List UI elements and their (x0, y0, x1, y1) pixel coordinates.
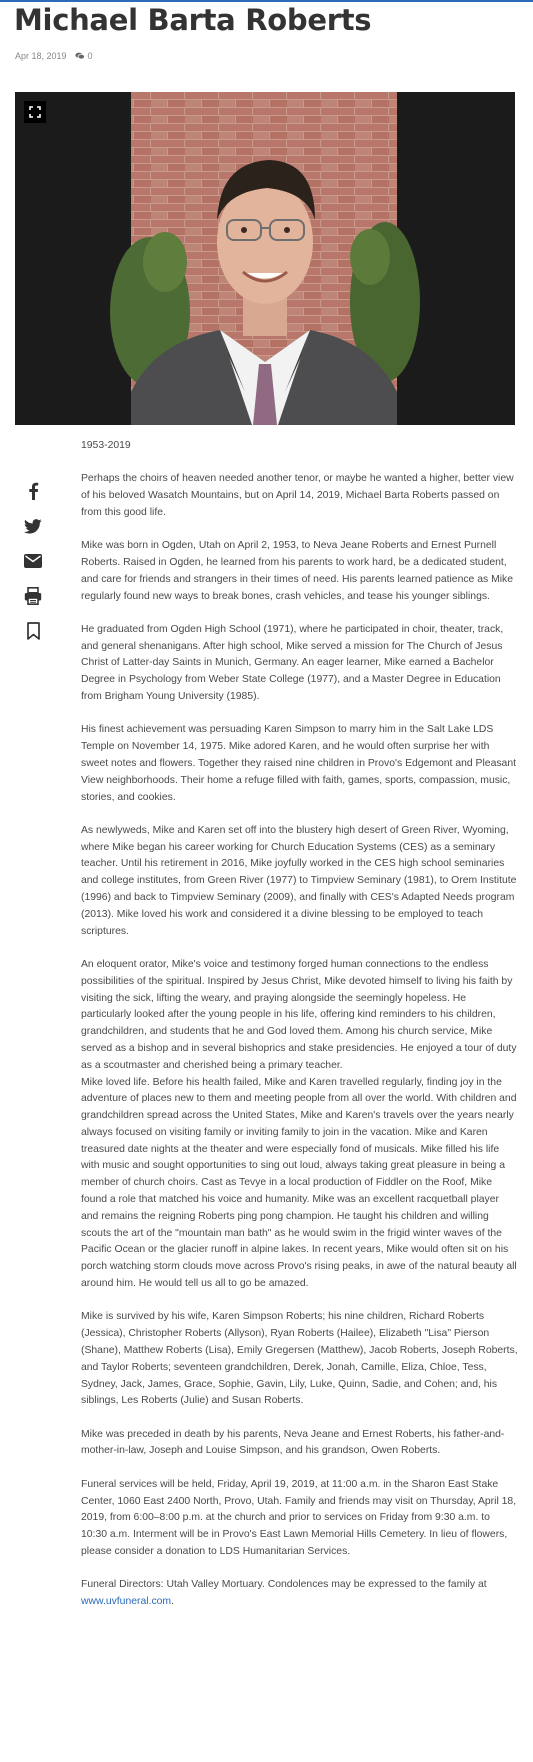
facebook-icon (27, 482, 39, 500)
paragraph: Perhaps the choirs of heaven needed another tenor, or maybe he wanted a higher, better view of his beloved Wasatch Mountains, but on April 14, 2019, Michael Barta Roberts passed on from this good life. (81, 473, 514, 518)
print-button[interactable] (22, 585, 44, 607)
life-years: 1953-2019 (81, 440, 131, 451)
bookmark-icon (27, 622, 40, 640)
mortuary-website-link[interactable]: www.uvfuneral.com (81, 1596, 172, 1608)
share-facebook-button[interactable] (22, 480, 44, 502)
twitter-icon (24, 519, 42, 534)
paragraph: Funeral services will be held, Friday, April 19, 2019, at 11:00 a.m. in the Sharon East Stake Center, 1060 East 2400 North, Provo, Utah. Family and friends may visit on Thursday, April 18, 2019, from 6:00–8:00 p.m. at the church and prior to services on Friday from 9:30 a.m. to 10:30 a.m. Interment will be in Provo's East Lawn Memorial Hills Cemetery. In lieu of flowers, please consider a donation to LDS Humanitarian Services. (81, 1478, 517, 1557)
article-meta (15, 51, 93, 61)
share-email-button[interactable] (22, 550, 44, 572)
print-icon (24, 587, 42, 605)
comment-count-link[interactable] (75, 51, 93, 61)
closing-end: . (171, 1596, 174, 1608)
comment-count: 0 (87, 51, 93, 61)
paragraph: His finest achievement was persuading Karen Simpson to marry him in the Salt Lake LDS Temple on November 14, 1975. Mike adored Karen, and he would often surprise her with sweet notes and flowers. Together they raised nine children in Provo's Edgemont and Pleasant View neighborhoods. Their home a refuge filled with faith, games, sports, compassion, music, stories, and cookies. (81, 724, 516, 803)
paragraph: As newlyweds, Mike and Karen set off into the blustery high desert of Green River, Wyoming, where Mike began his career working for Church Education Systems (CES) as a seminary teacher. Until his retirement in 2016, Mike joyfully worked in the CES high school seminaries and college institutes, from Green River (1977) to Timpview Seminary (1981), to Orem Institute (1996) and back to Timpview Seminary (2009), and finally with CES's Adapted Needs program (2013). Mike loved his work and considered it a divine blessing to be employed to teach scriptures. (81, 824, 517, 937)
paragraph: Mike was preceded in death by his parents, Neva Jeane and Ernest Roberts, his father-and-mother-in-law, Joseph and Louise Simpson, and his grandson, Owen Roberts. (81, 1428, 505, 1457)
portrait-image (15, 92, 515, 425)
paragraph: Mike was born in Ogden, Utah on April 2, 1953, to Neva Jeane Roberts and Ernest Purnell Roberts. Raised in Ogden, he learned from his parents to work hard, be a dedicated student, and care for friends and strangers in their times of need. His parents learned patience as Mike regularly found new ways to break bones, crash vehicles, and tease his younger siblings. (81, 540, 514, 602)
expand-image-button[interactable] (24, 101, 46, 123)
share-twitter-button[interactable] (22, 515, 44, 537)
publish-date: Apr 18, 2019 (15, 51, 67, 61)
paragraph: Mike loved life. Before his health failed, Mike and Karen travelled regularly, finding joy in the adventure of places new to them and meeting people from all over the world. With children and grandchildren spread across the United States, Mike and Karen's travels over the years nearly always focused on visiting family or inviting family to join in the vacation. Mike and Karen treasured date nights at the theater and were especially fond of musicals. Mike filled his life with music and sought opportunities to sing out loud, always taking great pleasure in being a member of church choirs. Cast as Tevye in a local production of Fiddler on the Roof, Mike found a role that matched his voice and humanity. Mike was an excellent racquetball player and remains the reigning Roberts ping pong champion. He taught his children and willing scouts the art of the "mountain man bath" as he would swim in the frigid winter waves of the Pacific Ocean or the glacier runoff in alpine lakes. In recent years, Mike would often sit on his porch watching storm clouds move across Provo's rising peaks, in awe of the natural beauty all around him. He would tell us all to go be amazed. (81, 1076, 517, 1290)
comment-icon (75, 52, 85, 60)
expand-icon (29, 106, 41, 118)
article-body (81, 438, 518, 1627)
paragraph: Mike is survived by his wife, Karen Simpson Roberts; his nine children, Richard Roberts (Jessica), Christopher Roberts (Allyson), Ryan Roberts (Hailee), Elizabeth "Lisa" Pierson (Shane), Matthew Roberts (Lisa), Emily Gregersen (Matthew), Jacob Roberts, Joseph Roberts, and Taylor Roberts; seventeen grandchildren, Derek, Jonah, Camille, Eliza, Chloe, Tess, Sydney, Jack, James, Grace, Sophie, Gavin, Lily, Luke, Quinn, Sadie, and Cohen; and, his siblings, Les Roberts (Julie) and Susan Roberts. (81, 1311, 518, 1407)
bookmark-button[interactable] (22, 620, 44, 642)
closing-paragraph (81, 1577, 518, 1611)
page-title: Michael Barta Roberts (14, 3, 372, 37)
paragraph: He graduated from Ogden High School (1971), where he participated in choir, theater, track, and general shenanigans. After high school, Mike served a mission for The Church of Jesus Christ of Latter-day Saints in Munich, Germany. An eager learner, Mike earned a Bachelor Degree in Psychology from Weber State College (1977), and a Master Degree in Education from Brigham Young University (1985). (81, 623, 504, 703)
obituary-photo (15, 92, 515, 425)
closing-text: Funeral Directors: Utah Valley Mortuary. Condolences may be expressed to the family at (81, 1579, 487, 1591)
email-icon (24, 554, 42, 568)
paragraph: An eloquent orator, Mike's voice and testimony forged human connections to the endless possibilities of the spiritual. Inspired by Jesus Christ, Mike devoted himself to living his faith by visiting the sick, lifting the weary, and praying alongside the seemingly hopeless. He particularly looked after the young people in his life, offering kind reminders to his children, grandchildren, and students that he and God loved them. Among his church service, Mike served as a bishop and in several bishoprics and stake presidencies. He enjoyed a tour of duty as a scoutmaster and cherished being a primary teacher. (81, 958, 517, 1071)
